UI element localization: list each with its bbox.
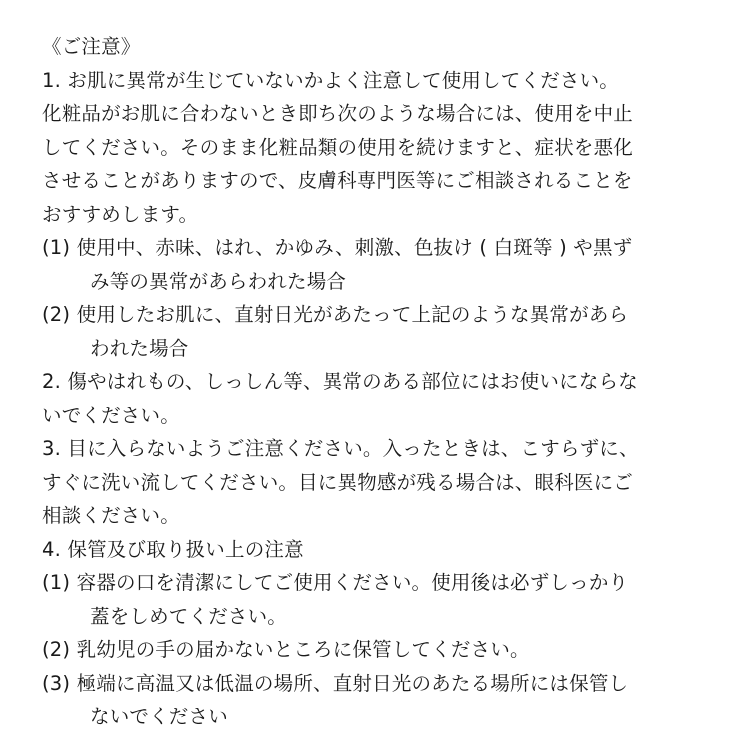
caution-line: 化粧品がお肌に合わないとき即ち次のような場合には、使用を中止 (42, 102, 634, 125)
caution-line: (1) 使用中、赤味、はれ、かゆみ、刺激、色抜け ( 白斑等 ) や黒ず (42, 236, 633, 259)
caution-line: 相談ください。 (42, 504, 180, 527)
caution-line: 2. 傷やはれもの、しっしん等、異常のある部位にはお使いにならな (42, 370, 638, 393)
caution-line: (2) 使用したお肌に、直射日光があたって上記のような異常があら (42, 303, 629, 326)
caution-line: 3. 目に入らないようご注意ください。入ったときは、こすらずに、 (42, 437, 639, 460)
caution-heading: 《ご注意》 (42, 35, 141, 58)
caution-line: 蓋をしめてください。 (90, 604, 288, 628)
caution-line: (3) 極端に高温又は低温の場所、直射日光のあたる場所には保管し (42, 671, 629, 695)
caution-line: させることがありますので、皮膚科専門医等にご相談されることを (42, 169, 633, 192)
caution-line: すぐに洗い流してください。目に異物感が残る場合は、眼科医にご (42, 470, 634, 494)
caution-line: み等の異常があらわれた場合 (90, 269, 347, 293)
caution-line: いでください。 (42, 403, 180, 427)
caution-line: われた場合 (90, 336, 189, 360)
caution-line: (2) 乳幼児の手の届かないところに保管してください。 (42, 638, 530, 661)
caution-line: 4. 保管及び取り扱い上の注意 (42, 537, 304, 561)
caution-line: してください。そのまま化粧品類の使用を続けますと、症状を悪化 (42, 135, 634, 159)
caution-document (42, 30, 722, 734)
caution-line: ないでください (90, 705, 228, 728)
caution-line: おすすめします。 (42, 202, 199, 226)
caution-line: (1) 容器の口を清潔にしてご使用ください。使用後は必ずしっかり (42, 571, 629, 594)
caution-line: 1. お肌に異常が生じていないかよく注意して使用してください。 (42, 68, 620, 92)
